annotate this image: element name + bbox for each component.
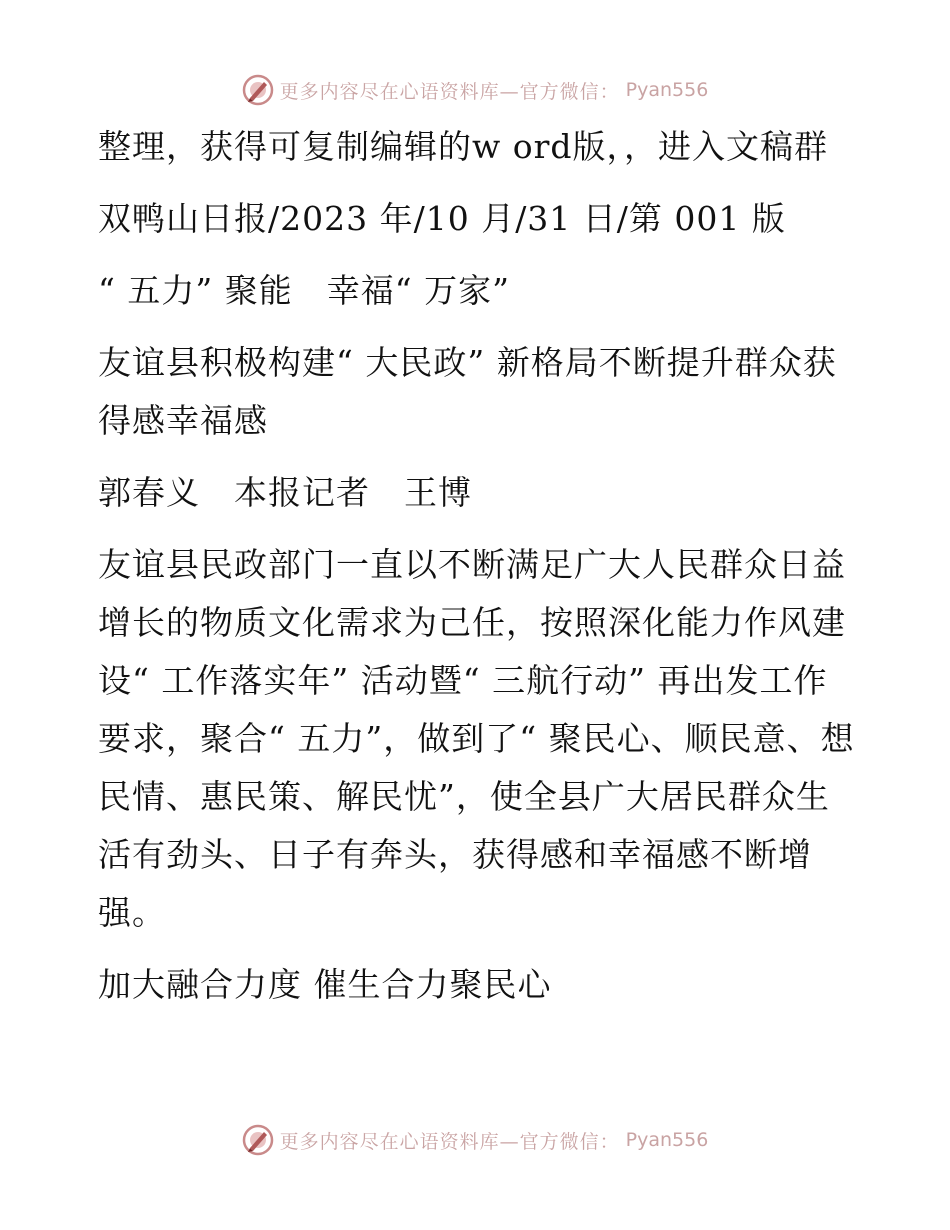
header-watermark-text: 更多内容尽在心语资料库—官方微信： [279,80,620,103]
section-heading: 加大融合力度 催生合力聚民心 [98,965,552,1004]
pen-logo-icon [242,74,274,106]
document-body [98,118,858,1014]
footer-watermark-banner [0,1120,950,1160]
pen-logo-icon [242,1124,274,1156]
source-line: 双鸭山日报/2023 年/10 月/31 日/第 001 版 [98,199,786,238]
header-watermark-inner [242,74,709,106]
header-watermark-banner [0,70,950,110]
footer-watermark-handle: Pyan556 [625,1129,709,1151]
body-paragraph: 友谊县民政部门一直以不断满足广大人民群众日益增长的物质文化需求为己任，按照深化能力作风建设“ 工作落实年” 活动暨“ 三航行动” 再出发工作要求，聚合“ 五力”，做到了“ 聚民心、顺民意、想民情、惠民策、解民忧”，使全县广大居民群众生活有劲头、日子有奔头，获得感和幸福感不断增强。 [98,545,855,932]
footer-watermark-text: 更多内容尽在心语资料库—官方微信： [279,1130,620,1153]
footer-watermark-inner [242,1124,709,1156]
byline: 郭春义 本报记者 王博 [98,473,472,512]
subheadline: 友谊县积极构建“ 大民政” 新格局不断提升群众获得感幸福感 [98,343,837,440]
headline: “ 五力” 聚能 幸福“ 万家” [98,271,510,310]
header-watermark-handle: Pyan556 [625,79,709,101]
intro-line: 整理，获得可复制编辑的w ord版，，进入文稿群 [98,127,829,166]
